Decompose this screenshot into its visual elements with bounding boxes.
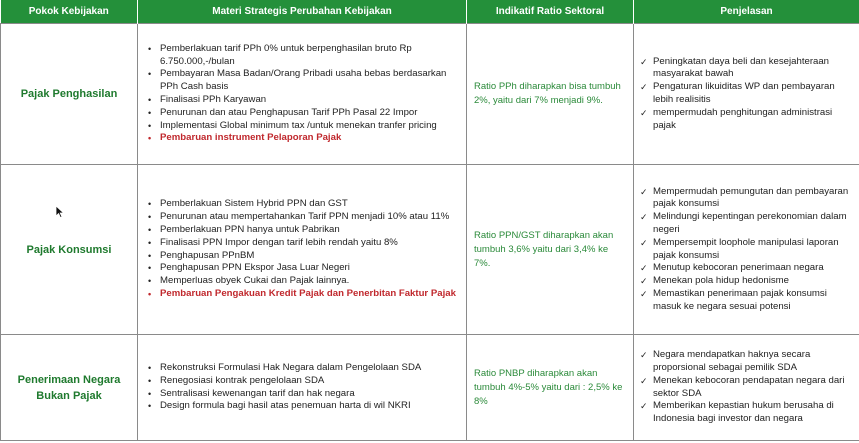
materi-list	[146, 362, 460, 413]
list-item: • Pembayaran Masa Badan/Orang Pribadi usaha bebas berdasarkan PPh Cash basis	[148, 68, 447, 93]
ratio-text: Ratio PPh diharapkan bisa tumbuh 2%, yaitu dari 7% menjadi 9%.	[474, 81, 621, 106]
bullet-icon: •	[148, 362, 152, 373]
bullet-icon: •	[148, 375, 152, 386]
penjelasan-list	[638, 186, 855, 314]
list-item: • Sentralisasi kewenangan tarif dan hak negara	[148, 387, 355, 399]
policy-cell	[1, 165, 138, 335]
list-item: ✓ Peningkatan daya beli dan kesejahteraan masyarakat bawah	[640, 55, 830, 80]
list-item: • Renegosiasi kontrak pengelolaan SDA	[148, 374, 325, 386]
list-item: ✓ Mempermudah pemungutan dan pembayaran pajak konsumsi	[640, 185, 849, 210]
list-item: ✓ Menutup kebocoran penerimaan negara	[640, 262, 824, 274]
check-icon: ✓	[640, 263, 648, 274]
check-icon: ✓	[640, 350, 648, 361]
list-item: ✓ Memberikan kepastian hukum berusaha di Indonesia bagi investor dan negara	[640, 400, 834, 425]
list-item: ✓ Melindungi kepentingan perekonomian dalam negeri	[640, 211, 847, 235]
bullet-icon: •	[148, 95, 152, 105]
bullet-icon: •	[148, 388, 152, 399]
list-item: • Finalisasi PPN Impor dengan tarif lebih rendah yaitu 8%	[148, 236, 398, 248]
table-row	[1, 335, 859, 441]
policy-label: Penerimaan Negara Bukan Pajak	[17, 373, 121, 402]
penjelasan-cell	[634, 165, 859, 335]
check-icon: ✓	[640, 375, 648, 386]
ratio-cell	[467, 335, 634, 441]
materi-cell	[138, 165, 467, 335]
list-item: • Penurunan atau mempertahankan Tarif PPN menjadi 10% atau 11%	[148, 211, 450, 223]
header-materi-strategis: Materi Strategis Perubahan Kebijakan	[138, 0, 467, 24]
list-item: • Rekonstruksi Formulasi Hak Negara dalam Pengelolaan SDA	[148, 361, 422, 373]
check-icon: ✓	[640, 212, 648, 223]
check-icon: ✓	[640, 288, 648, 299]
penjelasan-cell	[634, 335, 859, 441]
check-icon: ✓	[640, 401, 648, 412]
list-item: • Penghapusan PPnBM	[148, 249, 255, 261]
materi-cell	[138, 335, 467, 441]
mouse-cursor-icon	[55, 205, 65, 219]
check-icon: ✓	[640, 82, 648, 93]
header-indikatif-ratio: Indikatif Ratio Sektoral	[467, 0, 634, 24]
ratio-text: Ratio PNBP diharapkan akan tumbuh 4%-5% yaitu dari : 2,5% ke 8%	[474, 367, 623, 407]
list-item-highlight: • Pembaruan instrument Pelaporan Pajak	[148, 132, 342, 144]
header-pokok-kebijakan: Pokok Kebijakan	[1, 0, 138, 24]
list-item: • Implementasi Global minimum tax /untuk menekan tranfer pricing	[148, 119, 437, 131]
list-item: • Penurunan dan atau Penghapusan Tarif PPh Pasal 22 Impor	[148, 106, 418, 118]
check-icon: ✓	[640, 56, 648, 67]
check-icon: ✓	[640, 186, 648, 197]
list-item: • Pemberlakuan tarif PPh 0% untuk berpenghasilan bruto Rp 6.750.000,-/bulan	[148, 42, 412, 67]
bullet-icon: •	[148, 237, 152, 248]
bullet-icon: •	[148, 69, 152, 80]
list-item: • Penghapusan PPN Ekspor Jasa Luar Negeri	[148, 262, 350, 274]
bullet-icon: •	[148, 263, 152, 274]
list-item: • Finalisasi PPh Karyawan	[148, 94, 267, 105]
list-item: • Design formula bagi hasil atas penemuan harta di wil NKRI	[148, 400, 411, 412]
list-item: ✓ Menekan pola hidup hedonisme	[640, 275, 790, 287]
list-item: ✓ mempermudah penghitungan administrasi pajak	[640, 106, 833, 131]
header-penjelasan: Penjelasan	[634, 0, 859, 24]
list-item: ✓ Pengaturan likuiditas WP dan pembayaran lebih realisitis	[640, 81, 835, 105]
list-item: • Pemberlakuan PPN hanya untuk Pabrikan	[148, 223, 340, 235]
list-item: ✓ Menekan kebocoran pendapatan negara dari sektor SDA	[640, 374, 845, 399]
ratio-cell	[467, 165, 634, 335]
materi-list	[146, 43, 460, 145]
bullet-icon: •	[148, 224, 152, 235]
policy-cell	[1, 335, 138, 441]
list-item: ✓ Memastikan penerimaan pajak konsumsi masuk ke negara sesuai potensi	[640, 287, 827, 312]
list-item: ✓ Mempersempit loophole manipulasi laporan pajak konsumsi	[640, 236, 839, 261]
bullet-icon: •	[148, 288, 152, 299]
check-icon: ✓	[640, 237, 648, 248]
policy-cell	[1, 24, 138, 165]
bullet-icon: •	[148, 212, 152, 223]
ratio-cell	[467, 24, 634, 165]
table-header-row	[1, 0, 859, 24]
bullet-icon: •	[148, 43, 152, 54]
bullet-icon: •	[148, 276, 152, 287]
policy-label: Pajak Penghasilan	[20, 88, 118, 100]
penjelasan-list	[638, 349, 855, 426]
ratio-text: Ratio PPN/GST diharapkan akan tumbuh 3,6% yaitu dari 3,4% ke 7%.	[474, 229, 614, 269]
materi-list	[146, 198, 460, 300]
check-icon: ✓	[640, 276, 648, 287]
bullet-icon: •	[148, 401, 152, 412]
list-item: • Memperluas obyek Cukai dan Pajak lainnya.	[148, 275, 350, 287]
bullet-icon: •	[148, 107, 152, 118]
list-item: • Pemberlakuan Sistem Hybrid PPN dan GST	[148, 198, 348, 210]
materi-cell	[138, 24, 467, 165]
list-item-highlight: • Pembaruan Pengakuan Kredit Pajak dan Penerbitan Faktur Pajak	[148, 287, 456, 299]
table-row	[1, 165, 859, 335]
table-row	[1, 24, 859, 165]
bullet-icon: •	[148, 133, 152, 144]
list-item: ✓ Negara mendapatkan haknya secara proporsional sebagai pemilik SDA	[640, 349, 811, 373]
check-icon: ✓	[640, 107, 648, 118]
bullet-icon: •	[148, 120, 152, 131]
penjelasan-cell	[634, 24, 859, 165]
bullet-icon: •	[148, 250, 152, 261]
bullet-icon: •	[148, 199, 152, 210]
policy-label: Pajak Konsumsi	[26, 243, 112, 256]
penjelasan-list	[638, 56, 855, 133]
